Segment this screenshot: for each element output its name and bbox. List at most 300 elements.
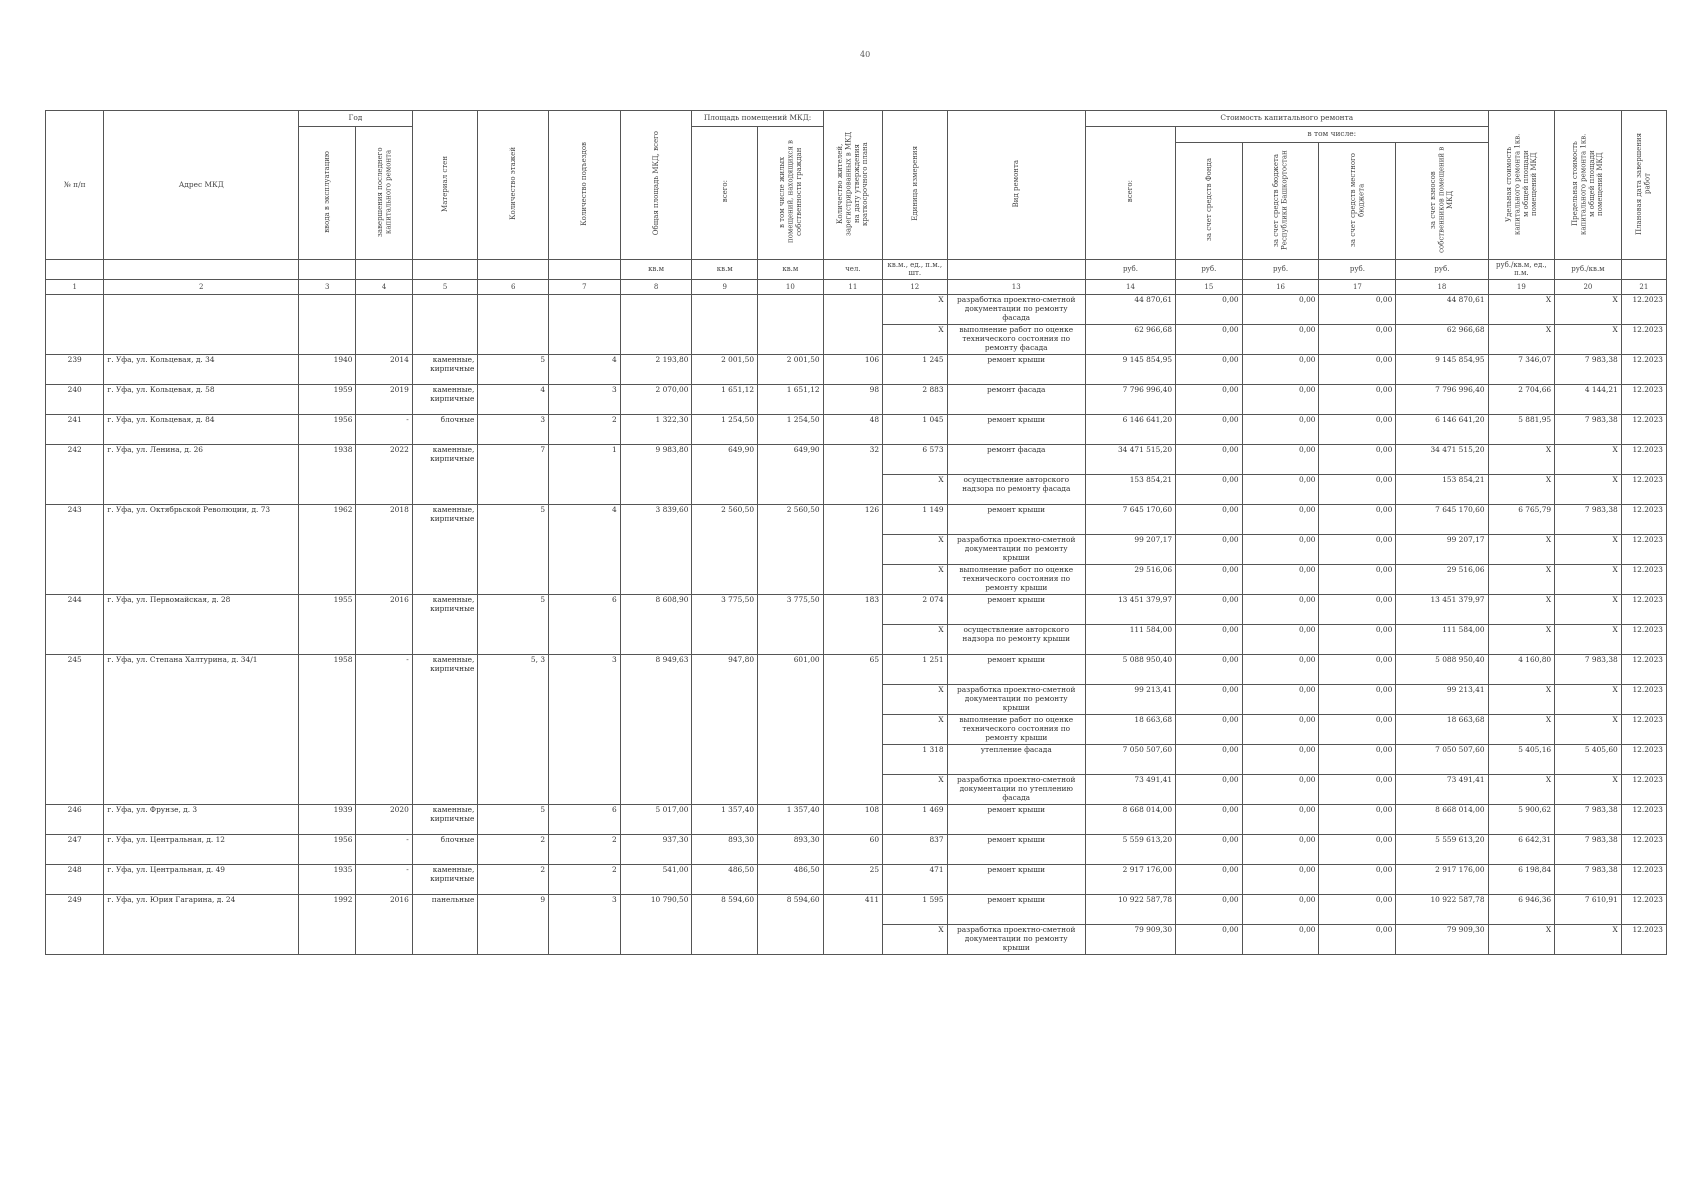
- cell-addr: г. Уфа, ул. Октябрьской Революции, д. 73: [104, 504, 299, 594]
- cell-a_own: 1 254,50: [758, 414, 824, 444]
- cell-no: 248: [46, 864, 104, 894]
- cell-d: 12.2023: [1621, 294, 1666, 324]
- column-number: 1: [46, 279, 104, 294]
- cell-total: 1 322,30: [620, 414, 692, 444]
- cell-y2: 2016: [356, 594, 412, 654]
- cell-c: 153 854,21: [1085, 474, 1175, 504]
- cell-mc: 5 405,60: [1555, 744, 1622, 774]
- cell-mc: X: [1555, 714, 1622, 744]
- column-number: 9: [692, 279, 758, 294]
- cell-floors: 5: [478, 804, 549, 834]
- cell-w: выполнение работ по оценке технического состояния по ремонту крыши: [947, 564, 1085, 594]
- cell-no: [46, 294, 104, 354]
- column-number: 10: [758, 279, 824, 294]
- header-address: Адрес МКД: [104, 111, 299, 260]
- cell-w: разработка проектно-сметной документации по ремонту фасада: [947, 294, 1085, 324]
- unit-cell: руб.: [1085, 260, 1175, 280]
- cell-no: 244: [46, 594, 104, 654]
- cell-w: ремонт крыши: [947, 594, 1085, 624]
- cell-a_all: 1 651,12: [692, 384, 758, 414]
- cell-uc: X: [1488, 924, 1555, 954]
- cell-mc: 7 983,38: [1555, 834, 1622, 864]
- header-area-all: всего:: [692, 127, 758, 260]
- cell-mc: X: [1555, 774, 1622, 804]
- cell-res: 32: [823, 444, 882, 504]
- cell-res: 48: [823, 414, 882, 444]
- cell-total: 2 193,80: [620, 354, 692, 384]
- header-group-incl: в том числе:: [1176, 127, 1489, 143]
- cell-w: разработка проектно-сметной документации по утеплению фасада: [947, 774, 1085, 804]
- cell-lb: 0,00: [1319, 834, 1396, 864]
- cell-ow: 6 146 641,20: [1396, 414, 1488, 444]
- cell-d: 12.2023: [1621, 894, 1666, 924]
- cell-uc: 6 946,36: [1488, 894, 1555, 924]
- cell-u: 1 245: [883, 354, 948, 384]
- cell-res: 25: [823, 864, 882, 894]
- cell-rb: 0,00: [1242, 384, 1319, 414]
- header-cost-all: всего:: [1085, 127, 1175, 260]
- cell-lb: 0,00: [1319, 384, 1396, 414]
- cell-a_all: 3 775,50: [692, 594, 758, 654]
- unit-cell: руб./кв.м: [1555, 260, 1622, 280]
- cell-y2: -: [356, 834, 412, 864]
- cell-ow: 7 050 507,60: [1396, 744, 1488, 774]
- cell-a_own: 2 560,50: [758, 504, 824, 594]
- page-number: 40: [860, 50, 871, 59]
- cell-a_all: 1 254,50: [692, 414, 758, 444]
- cell-d: 12.2023: [1621, 744, 1666, 774]
- cell-no: 249: [46, 894, 104, 954]
- cell-u: X: [883, 624, 948, 654]
- cell-u: 471: [883, 864, 948, 894]
- header-fund: за счет средств Фонда: [1176, 143, 1243, 260]
- cell-f: 0,00: [1176, 894, 1243, 924]
- cell-lb: 0,00: [1319, 444, 1396, 474]
- header-deadline: Плановая дата завершения работ: [1621, 111, 1666, 260]
- cell-ow: 62 966,68: [1396, 324, 1488, 354]
- cell-mc: 7 983,38: [1555, 864, 1622, 894]
- cell-a_all: 2 001,50: [692, 354, 758, 384]
- cell-a_all: 893,30: [692, 834, 758, 864]
- cell-lb: 0,00: [1319, 594, 1396, 624]
- cell-lb: 0,00: [1319, 354, 1396, 384]
- cell-d: 12.2023: [1621, 534, 1666, 564]
- cell-w: разработка проектно-сметной документации по ремонту крыши: [947, 534, 1085, 564]
- cell-floors: 7: [478, 444, 549, 504]
- table-header: [46, 111, 1667, 295]
- cell-u: X: [883, 294, 948, 324]
- unit-cell: кв.м: [692, 260, 758, 280]
- cell-lb: 0,00: [1319, 654, 1396, 684]
- cell-lb: 0,00: [1319, 714, 1396, 744]
- cell-w: утепление фасада: [947, 744, 1085, 774]
- cell-d: 12.2023: [1621, 804, 1666, 834]
- header-residents: Количество жителей, зарегистрированных в МКД на дату утверждения краткосрочного плана: [823, 111, 882, 260]
- cell-res: 60: [823, 834, 882, 864]
- cell-f: 0,00: [1176, 864, 1243, 894]
- cell-wall: каменные, кирпичные: [412, 504, 478, 594]
- header-total-area: Общая площадь МКД, всего: [620, 111, 692, 260]
- cell-ent: [549, 294, 621, 354]
- cell-y1: 1959: [299, 384, 356, 414]
- column-number: 16: [1242, 279, 1319, 294]
- cell-rb: 0,00: [1242, 594, 1319, 624]
- cell-f: 0,00: [1176, 294, 1243, 324]
- cell-lb: 0,00: [1319, 474, 1396, 504]
- cell-u: X: [883, 324, 948, 354]
- header-no: № п/п: [46, 111, 104, 260]
- cell-uc: 6 765,79: [1488, 504, 1555, 534]
- cell-rb: 0,00: [1242, 444, 1319, 474]
- header-entrances: Количество подъездов: [549, 111, 621, 260]
- cell-a_all: 486,50: [692, 864, 758, 894]
- cell-d: 12.2023: [1621, 654, 1666, 684]
- cell-w: осуществление авторского надзора по ремонту крыши: [947, 624, 1085, 654]
- cell-y2: -: [356, 414, 412, 444]
- cell-ent: 6: [549, 804, 621, 834]
- cell-floors: 2: [478, 834, 549, 864]
- cell-f: 0,00: [1176, 564, 1243, 594]
- cell-c: 99 213,41: [1085, 684, 1175, 714]
- cell-a_own: 601,00: [758, 654, 824, 804]
- cell-wall: каменные, кирпичные: [412, 444, 478, 504]
- cell-c: 34 471 515,20: [1085, 444, 1175, 474]
- cell-res: 108: [823, 804, 882, 834]
- house-row: [46, 414, 1667, 444]
- cell-y1: 1940: [299, 354, 356, 384]
- column-number: 20: [1555, 279, 1622, 294]
- unit-cell: [46, 260, 104, 280]
- cell-mc: 7 983,38: [1555, 504, 1622, 534]
- cell-y2: -: [356, 864, 412, 894]
- cell-d: 12.2023: [1621, 384, 1666, 414]
- cell-uc: 5 405,16: [1488, 744, 1555, 774]
- unit-cell: руб.: [1396, 260, 1488, 280]
- cell-uc: X: [1488, 624, 1555, 654]
- cell-floors: 5, 3: [478, 654, 549, 804]
- cell-ow: 2 917 176,00: [1396, 864, 1488, 894]
- cell-f: 0,00: [1176, 804, 1243, 834]
- header-unit: Единица измерения: [883, 111, 948, 260]
- cell-d: 12.2023: [1621, 474, 1666, 504]
- column-number: 4: [356, 279, 412, 294]
- column-numbers-row: [46, 279, 1667, 294]
- cell-floors: 9: [478, 894, 549, 954]
- cell-a_all: 8 594,60: [692, 894, 758, 954]
- cell-y2: [356, 294, 412, 354]
- cell-ent: 3: [549, 384, 621, 414]
- house-row: [46, 294, 1667, 324]
- cell-mc: X: [1555, 294, 1622, 324]
- cell-lb: 0,00: [1319, 564, 1396, 594]
- unit-cell: чел.: [823, 260, 882, 280]
- cell-y1: [299, 294, 356, 354]
- cell-d: 12.2023: [1621, 924, 1666, 954]
- cell-uc: 6 642,31: [1488, 834, 1555, 864]
- cell-y2: 2018: [356, 504, 412, 594]
- cell-d: 12.2023: [1621, 624, 1666, 654]
- cell-rb: 0,00: [1242, 804, 1319, 834]
- unit-cell: руб.: [1176, 260, 1243, 280]
- cell-rb: 0,00: [1242, 564, 1319, 594]
- house-row: [46, 354, 1667, 384]
- cell-lb: 0,00: [1319, 774, 1396, 804]
- repair-plan-table: [45, 110, 1667, 955]
- cell-no: 240: [46, 384, 104, 414]
- cell-mc: X: [1555, 534, 1622, 564]
- cell-a_all: 947,80: [692, 654, 758, 804]
- cell-addr: г. Уфа, ул. Юрия Гагарина, д. 24: [104, 894, 299, 954]
- cell-a_own: [758, 294, 824, 354]
- cell-d: 12.2023: [1621, 324, 1666, 354]
- cell-u: 1 469: [883, 804, 948, 834]
- cell-uc: X: [1488, 684, 1555, 714]
- cell-wall: каменные, кирпичные: [412, 804, 478, 834]
- cell-wall: каменные, кирпичные: [412, 654, 478, 804]
- unit-cell: руб.: [1319, 260, 1396, 280]
- cell-a_own: 649,90: [758, 444, 824, 504]
- cell-rb: 0,00: [1242, 324, 1319, 354]
- cell-mc: X: [1555, 564, 1622, 594]
- cell-a_own: 893,30: [758, 834, 824, 864]
- cell-rb: 0,00: [1242, 414, 1319, 444]
- house-row: [46, 864, 1667, 894]
- cell-u: 6 573: [883, 444, 948, 474]
- cell-f: 0,00: [1176, 384, 1243, 414]
- cell-ow: 73 491,41: [1396, 774, 1488, 804]
- cell-d: 12.2023: [1621, 864, 1666, 894]
- cell-a_all: 2 560,50: [692, 504, 758, 594]
- cell-wall: панельные: [412, 894, 478, 954]
- cell-ow: 111 584,00: [1396, 624, 1488, 654]
- cell-lb: 0,00: [1319, 864, 1396, 894]
- house-row: [46, 504, 1667, 534]
- cell-a_own: 486,50: [758, 864, 824, 894]
- cell-total: 8 949,63: [620, 654, 692, 804]
- cell-lb: 0,00: [1319, 924, 1396, 954]
- header-year-commission: ввода в эксплуатацию: [299, 127, 356, 260]
- cell-floors: 3: [478, 414, 549, 444]
- house-row: [46, 594, 1667, 624]
- cell-mc: X: [1555, 324, 1622, 354]
- cell-a_own: 3 775,50: [758, 594, 824, 654]
- cell-u: 1 149: [883, 504, 948, 534]
- cell-wall: блочные: [412, 834, 478, 864]
- cell-res: 106: [823, 354, 882, 384]
- house-row: [46, 384, 1667, 414]
- cell-f: 0,00: [1176, 474, 1243, 504]
- cell-c: 5 559 613,20: [1085, 834, 1175, 864]
- cell-c: 99 207,17: [1085, 534, 1175, 564]
- cell-w: разработка проектно-сметной документации по ремонту крыши: [947, 684, 1085, 714]
- cell-d: 12.2023: [1621, 834, 1666, 864]
- cell-mc: X: [1555, 594, 1622, 624]
- cell-rb: 0,00: [1242, 684, 1319, 714]
- header-owners: за счет взносов собственников помещений в МКД: [1396, 143, 1488, 260]
- unit-cell: [412, 260, 478, 280]
- cell-uc: 4 160,80: [1488, 654, 1555, 684]
- cell-lb: 0,00: [1319, 894, 1396, 924]
- cell-f: 0,00: [1176, 444, 1243, 474]
- column-number: 15: [1176, 279, 1243, 294]
- cell-w: ремонт фасада: [947, 384, 1085, 414]
- cell-a_own: 1 651,12: [758, 384, 824, 414]
- cell-w: выполнение работ по оценке технического состояния по ремонту фасада: [947, 324, 1085, 354]
- cell-no: 246: [46, 804, 104, 834]
- cell-y2: 2019: [356, 384, 412, 414]
- cell-uc: X: [1488, 324, 1555, 354]
- cell-addr: г. Уфа, ул. Степана Халтурина, д. 34/1: [104, 654, 299, 804]
- cell-rb: 0,00: [1242, 474, 1319, 504]
- cell-u: X: [883, 564, 948, 594]
- cell-total: 541,00: [620, 864, 692, 894]
- cell-w: ремонт крыши: [947, 414, 1085, 444]
- cell-rb: 0,00: [1242, 354, 1319, 384]
- cell-c: 2 917 176,00: [1085, 864, 1175, 894]
- column-number: 21: [1621, 279, 1666, 294]
- cell-y1: 1939: [299, 804, 356, 834]
- cell-res: 411: [823, 894, 882, 954]
- cell-a_own: 1 357,40: [758, 804, 824, 834]
- cell-addr: [104, 294, 299, 354]
- cell-rb: 0,00: [1242, 834, 1319, 864]
- cell-floors: 2: [478, 864, 549, 894]
- cell-no: 241: [46, 414, 104, 444]
- cell-w: ремонт крыши: [947, 864, 1085, 894]
- cell-ent: 3: [549, 894, 621, 954]
- cell-rb: 0,00: [1242, 294, 1319, 324]
- cell-f: 0,00: [1176, 834, 1243, 864]
- cell-addr: г. Уфа, ул. Кольцевая, д. 34: [104, 354, 299, 384]
- unit-cell: [356, 260, 412, 280]
- cell-u: X: [883, 534, 948, 564]
- cell-addr: г. Уфа, ул. Ленина, д. 26: [104, 444, 299, 504]
- cell-a_all: [692, 294, 758, 354]
- cell-lb: 0,00: [1319, 804, 1396, 834]
- unit-cell: [104, 260, 299, 280]
- cell-ent: 3: [549, 654, 621, 804]
- column-number: 5: [412, 279, 478, 294]
- header-group-year: Год: [299, 111, 413, 127]
- header-area-owned: в том числе жилых помещений, находящихся в собственности граждан: [758, 127, 824, 260]
- cell-y1: 1962: [299, 504, 356, 594]
- cell-y1: 1938: [299, 444, 356, 504]
- cell-uc: 5 900,62: [1488, 804, 1555, 834]
- unit-cell: руб.: [1242, 260, 1319, 280]
- cell-c: 29 516,06: [1085, 564, 1175, 594]
- cell-mc: 7 983,38: [1555, 354, 1622, 384]
- cell-rb: 0,00: [1242, 864, 1319, 894]
- header-wall-material: Материал стен: [412, 111, 478, 260]
- cell-y1: 1956: [299, 834, 356, 864]
- cell-addr: г. Уфа, ул. Центральная, д. 49: [104, 864, 299, 894]
- cell-d: 12.2023: [1621, 714, 1666, 744]
- cell-u: X: [883, 684, 948, 714]
- cell-c: 44 870,61: [1085, 294, 1175, 324]
- cell-y2: 2020: [356, 804, 412, 834]
- cell-total: 8 608,90: [620, 594, 692, 654]
- cell-addr: г. Уфа, ул. Центральная, д. 12: [104, 834, 299, 864]
- cell-ow: 7 645 170,60: [1396, 504, 1488, 534]
- cell-ow: 44 870,61: [1396, 294, 1488, 324]
- cell-uc: X: [1488, 594, 1555, 624]
- cell-no: 245: [46, 654, 104, 804]
- cell-f: 0,00: [1176, 924, 1243, 954]
- cell-uc: 5 881,95: [1488, 414, 1555, 444]
- cell-ent: 2: [549, 834, 621, 864]
- cell-d: 12.2023: [1621, 414, 1666, 444]
- cell-rb: 0,00: [1242, 534, 1319, 564]
- cell-uc: X: [1488, 774, 1555, 804]
- cell-wall: каменные, кирпичные: [412, 354, 478, 384]
- cell-floors: 5: [478, 354, 549, 384]
- cell-ow: 8 668 014,00: [1396, 804, 1488, 834]
- cell-mc: 4 144,21: [1555, 384, 1622, 414]
- cell-ow: 5 559 613,20: [1396, 834, 1488, 864]
- cell-lb: 0,00: [1319, 534, 1396, 564]
- cell-y2: -: [356, 654, 412, 804]
- column-number: 12: [883, 279, 948, 294]
- cell-c: 62 966,68: [1085, 324, 1175, 354]
- header-work-type: Вид ремонта: [947, 111, 1085, 260]
- cell-rb: 0,00: [1242, 654, 1319, 684]
- cell-wall: блочные: [412, 414, 478, 444]
- table-body: [46, 294, 1667, 954]
- cell-ow: 13 451 379,97: [1396, 594, 1488, 624]
- header-max-cost: Предельная стоимость капитального ремонта 1кв. м общей площади помещений МКД: [1555, 111, 1622, 260]
- cell-y1: 1992: [299, 894, 356, 954]
- column-number: 6: [478, 279, 549, 294]
- house-row: [46, 654, 1667, 684]
- cell-lb: 0,00: [1319, 624, 1396, 654]
- cell-f: 0,00: [1176, 354, 1243, 384]
- cell-lb: 0,00: [1319, 324, 1396, 354]
- repair-plan-sheet: [45, 110, 1667, 955]
- cell-c: 18 663,68: [1085, 714, 1175, 744]
- cell-uc: X: [1488, 714, 1555, 744]
- cell-d: 12.2023: [1621, 444, 1666, 474]
- cell-total: 5 017,00: [620, 804, 692, 834]
- column-number: 19: [1488, 279, 1555, 294]
- cell-ow: 9 145 854,95: [1396, 354, 1488, 384]
- cell-a_own: 8 594,60: [758, 894, 824, 954]
- cell-mc: X: [1555, 684, 1622, 714]
- cell-u: 1 251: [883, 654, 948, 684]
- cell-u: X: [883, 774, 948, 804]
- cell-uc: X: [1488, 294, 1555, 324]
- cell-c: 7 050 507,60: [1085, 744, 1175, 774]
- cell-mc: X: [1555, 624, 1622, 654]
- cell-u: 837: [883, 834, 948, 864]
- cell-mc: 7 983,38: [1555, 654, 1622, 684]
- cell-uc: X: [1488, 474, 1555, 504]
- column-number: 11: [823, 279, 882, 294]
- cell-c: 111 584,00: [1085, 624, 1175, 654]
- cell-f: 0,00: [1176, 744, 1243, 774]
- unit-cell: [1621, 260, 1666, 280]
- cell-w: ремонт фасада: [947, 444, 1085, 474]
- cell-lb: 0,00: [1319, 744, 1396, 774]
- cell-c: 9 145 854,95: [1085, 354, 1175, 384]
- cell-y1: 1955: [299, 594, 356, 654]
- cell-mc: X: [1555, 924, 1622, 954]
- cell-d: 12.2023: [1621, 354, 1666, 384]
- cell-f: 0,00: [1176, 714, 1243, 744]
- cell-no: 242: [46, 444, 104, 504]
- cell-mc: X: [1555, 474, 1622, 504]
- cell-uc: X: [1488, 564, 1555, 594]
- cell-wall: каменные, кирпичные: [412, 594, 478, 654]
